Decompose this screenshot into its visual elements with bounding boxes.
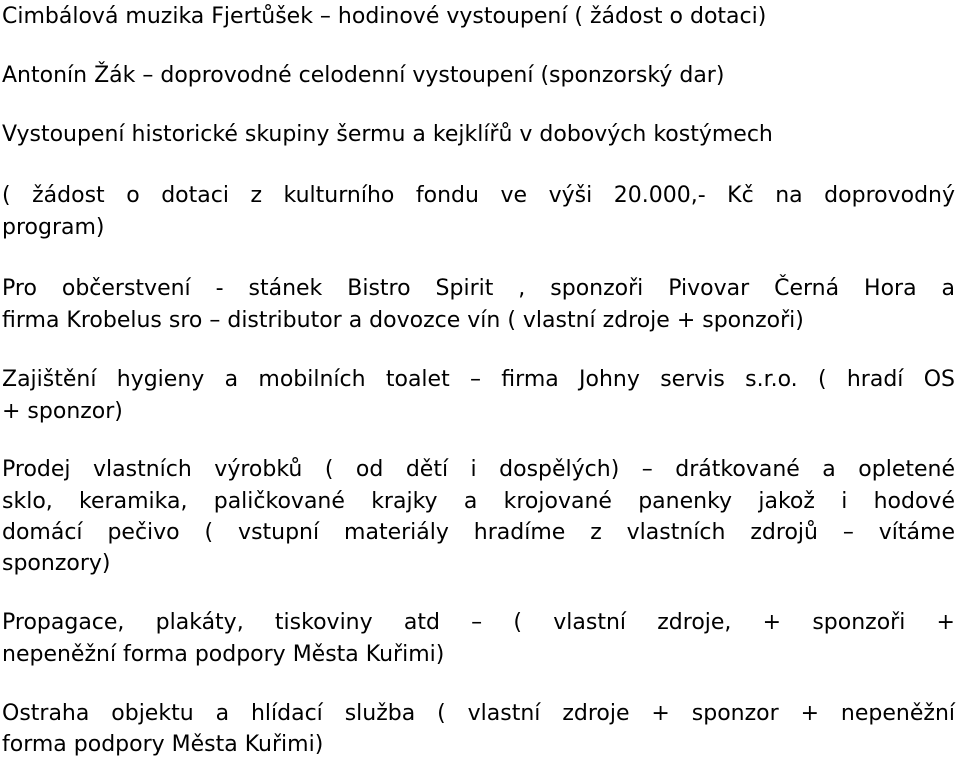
paragraph-line: domácí pečivo ( vstupní materiály hradíme z vlastních zdrojů – vítáme <box>2 520 955 545</box>
paragraph-line: Propagace, plakáty, tiskoviny atd – ( vlastní zdroje, + sponzoři + <box>2 610 955 635</box>
paragraph-line: Antonín Žák – doprovodné celodenní vystoupení (sponzorský dar) <box>2 63 725 88</box>
paragraph-line: firma Krobelus sro – distributor a dovozce vín ( vlastní zdroje + sponzoři) <box>2 308 804 333</box>
paragraph-line: ( žádost o dotaci z kulturního fondu ve výši 20.000,- Kč na doprovodný <box>2 183 955 208</box>
paragraph-line: Cimbálová muzika Fjertůšek – hodinové vystoupení ( žádost o dotaci) <box>2 4 767 29</box>
paragraph-line: nepeněžní forma podpory Města Kuřimi) <box>2 642 445 667</box>
paragraph-line: + sponzor) <box>2 399 123 424</box>
paragraph-line: Ostraha objektu a hlídací služba ( vlastní zdroje + sponzor + nepeněžní <box>2 701 955 726</box>
paragraph-line: Prodej vlastních výrobků ( od dětí i dospělých) – drátkované a opletené <box>2 457 955 482</box>
paragraph-line: program) <box>2 215 105 240</box>
paragraph-line: Pro občerstvení - stánek Bistro Spirit , sponzoři Pivovar Černá Hora a <box>2 276 955 301</box>
paragraph-line: sklo, keramika, paličkované krajky a krojované panenky jakož i hodové <box>2 489 955 514</box>
paragraph-line: forma podpory Města Kuřimi) <box>2 732 324 757</box>
paragraph-line: Zajištění hygieny a mobilních toalet – firma Johny servis s.r.o. ( hradí OS <box>2 367 955 392</box>
paragraph-line: sponzory) <box>2 551 111 576</box>
paragraph-line: Vystoupení historické skupiny šermu a kejklířů v dobových kostýmech <box>2 122 773 147</box>
